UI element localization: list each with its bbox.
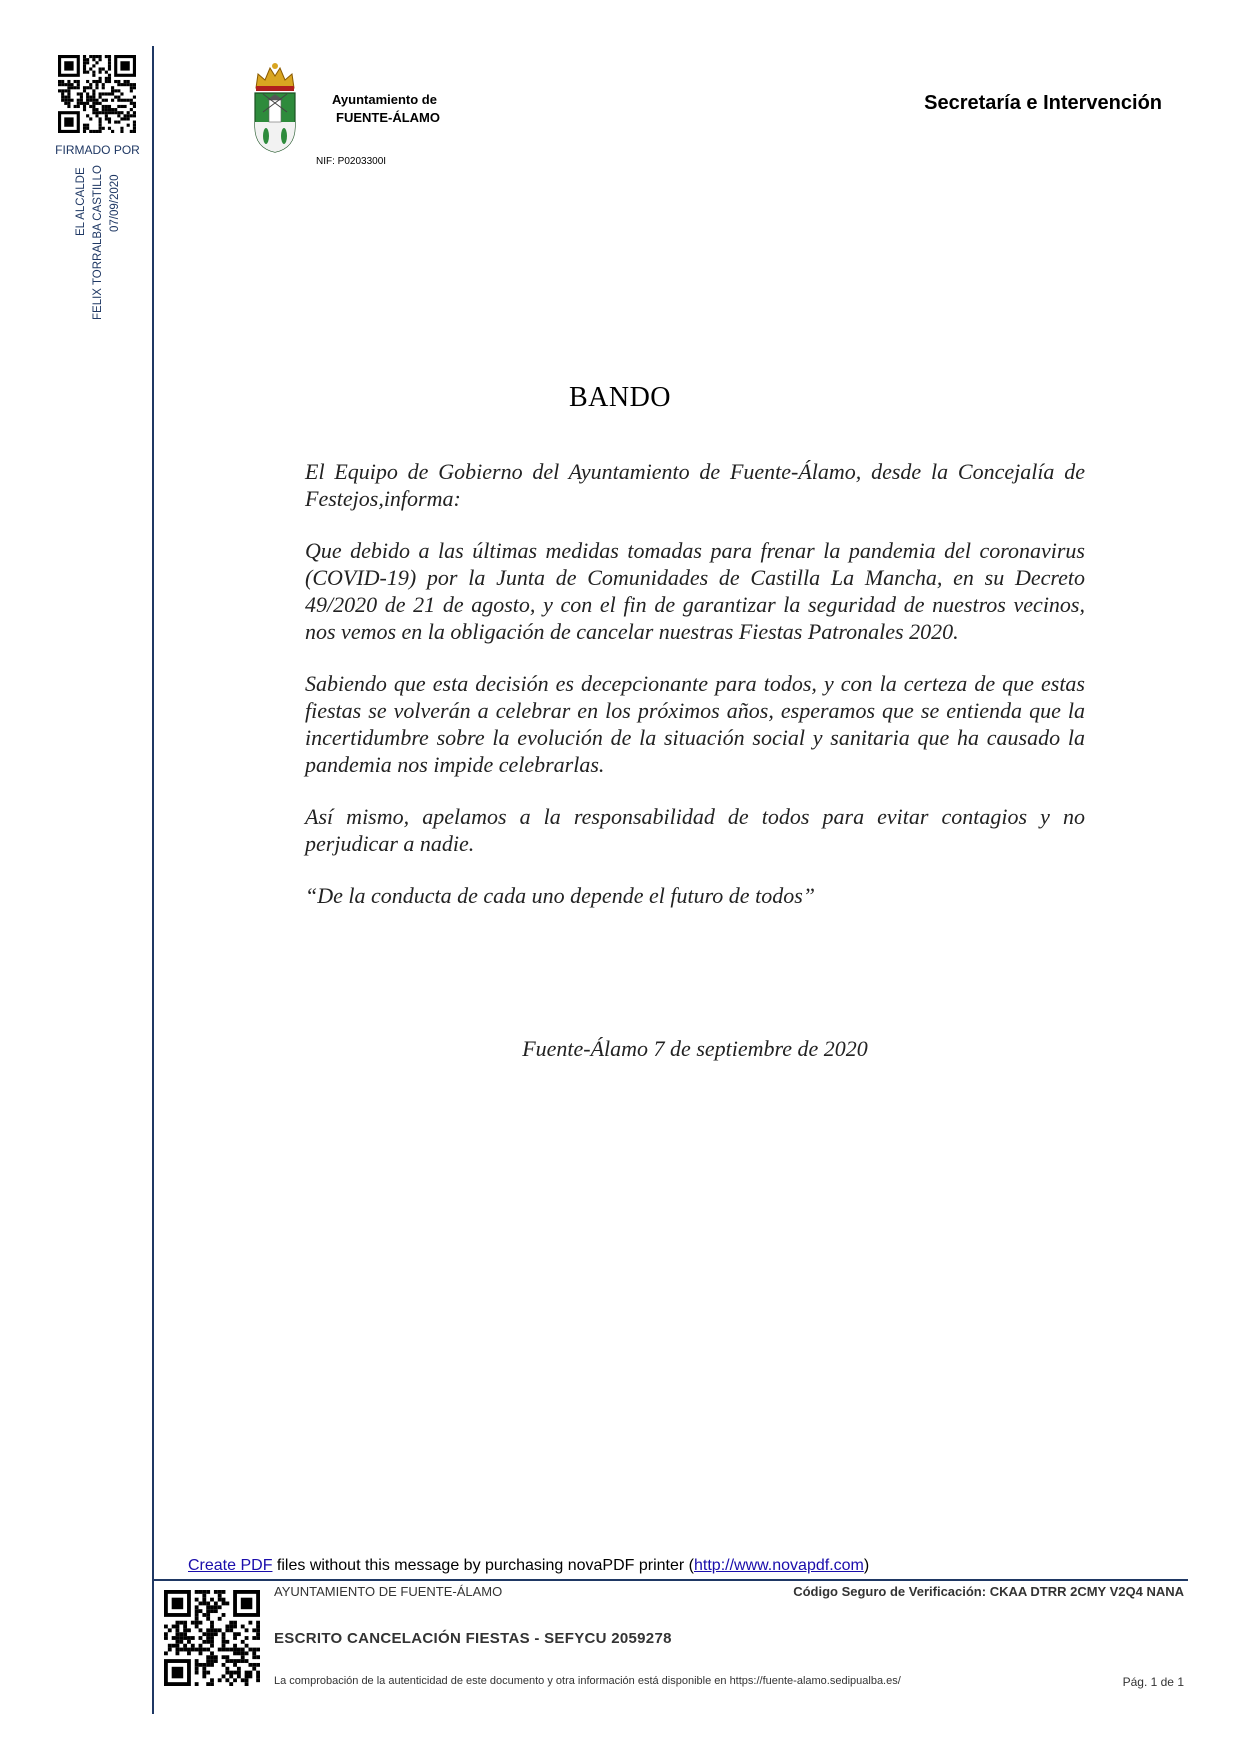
signed-by-label: FIRMADO POR xyxy=(55,143,140,157)
document-name: ESCRITO CANCELACIÓN FIESTAS - SEFYCU 2059278 xyxy=(274,1630,672,1647)
novapdf-notice-text: files without this message by purchasing novaPDF printer ( xyxy=(272,1557,694,1574)
tax-id: NIF: P0203300I xyxy=(316,156,387,167)
qr-code-graphic xyxy=(58,55,136,133)
create-pdf-link[interactable]: Create PDF xyxy=(188,1557,273,1574)
department-title: Secretaría e Intervención xyxy=(924,92,1162,114)
left-margin-rule xyxy=(152,46,154,1714)
paragraph-explanation: Sabiendo que esta decisión es decepcionante para todos, y con la certeza de que estas fiestas se volverán a celebrar en los próximos años, esperamos que se entienda que la incertidumbre sobre la evolución de la situación social y sanitaria que ha causado la pandemia nos impide celebrarlas. xyxy=(305,671,1085,777)
novapdf-notice xyxy=(188,1557,869,1575)
qr-code-graphic xyxy=(164,1590,260,1686)
header-organization-line-2: FUENTE-ÁLAMO xyxy=(336,110,440,125)
header-organization-line-1: Ayuntamiento de xyxy=(332,92,437,107)
verification-notice: La comprobación de la autenticidad de este documento y otra información está disponible en https://fuente-alamo.sedipualba.es/ xyxy=(274,1675,901,1687)
page-number: Pág. 1 de 1 xyxy=(1122,1675,1184,1689)
paragraph-cancellation: Que debido a las últimas medidas tomadas para frenar la pandemia del coronavirus (COVID-19) por la Junta de Comunidades de Castilla La Mancha, en su Decreto 49/2020 de 21 de agosto, y con el fin de garantizar la seguridad de nuestros vecinos, nos vemos en la obligación de cancelar nuestras Fiestas Patronales 2020. xyxy=(305,538,1085,644)
paragraph-responsibility: Así mismo, apelamos a la responsabilidad de todos para evitar contagios y no perjudicar a nadie. xyxy=(305,804,1085,856)
signer-role: EL ALCALDE xyxy=(75,167,87,236)
coat-of-arms-icon xyxy=(250,60,300,154)
place-and-date: Fuente-Álamo 7 de septiembre de 2020 xyxy=(522,1036,868,1061)
verification-code: Código Seguro de Verificación: CKAA DTRR 2CMY V2Q4 NANA xyxy=(793,1584,1184,1599)
signer-name: FELIX TORRALBA CASTILLO xyxy=(92,165,104,320)
paragraph-quote: “De la conducta de cada uno depende el futuro de todos” xyxy=(305,883,815,908)
signature-date: 07/09/2020 xyxy=(109,174,121,232)
signature-qr-code-icon xyxy=(58,55,136,133)
document-body xyxy=(305,458,1085,934)
footer-rule xyxy=(154,1579,1188,1581)
novapdf-notice-end: ) xyxy=(863,1557,870,1574)
verification-qr-code-icon xyxy=(164,1590,260,1686)
paragraph-intro: El Equipo de Gobierno del Ayuntamiento de Fuente-Álamo, desde la Concejalía de Festejos,informa: xyxy=(305,459,1085,511)
footer-organization: AYUNTAMIENTO DE FUENTE-ÁLAMO xyxy=(274,1584,503,1599)
novapdf-url-link[interactable]: http://www.novapdf.com xyxy=(694,1557,864,1574)
document-title: BANDO xyxy=(568,382,672,413)
